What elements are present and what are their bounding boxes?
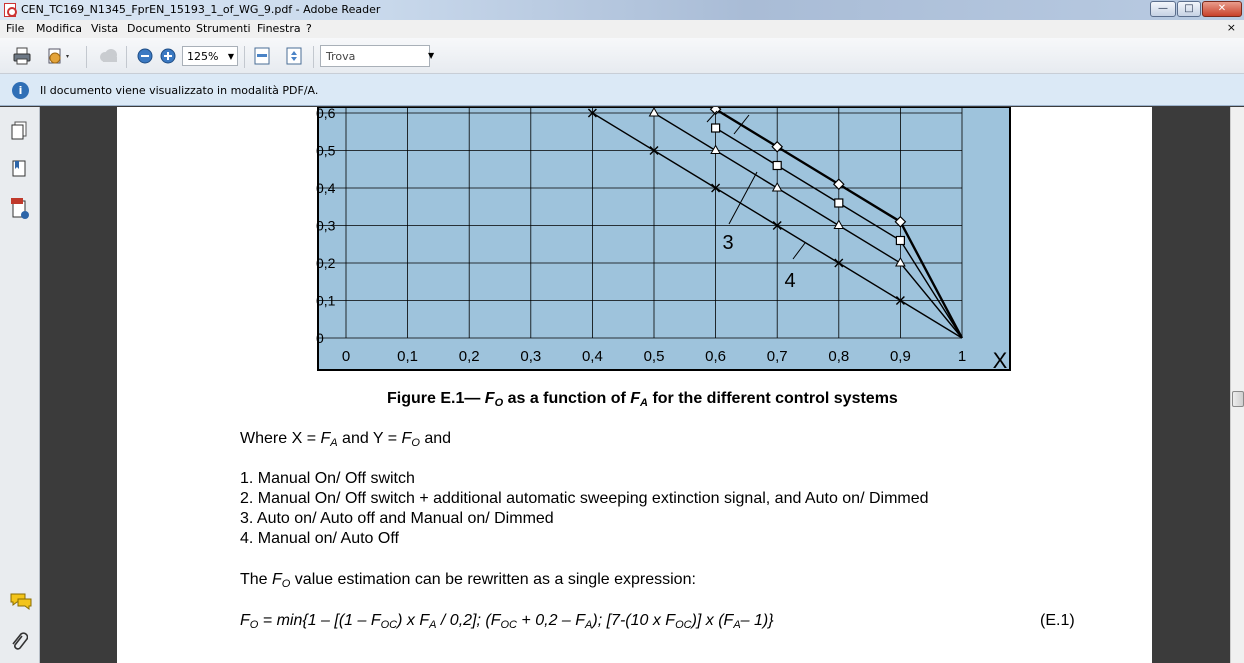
navigation-panel (0, 107, 40, 663)
cloud-icon[interactable] (97, 46, 117, 66)
document-viewport[interactable] (40, 107, 1230, 663)
x-tick-label: 0,6 (705, 348, 727, 365)
chart-figure-e1 (117, 107, 1152, 372)
fit-page-icon[interactable] (253, 46, 273, 66)
equation-number: (E.1) (1040, 612, 1075, 629)
share-icon[interactable] (46, 46, 66, 66)
x-tick-label: 0,1 (397, 348, 419, 365)
fullscreen-icon[interactable] (285, 46, 305, 66)
document-close-icon[interactable]: × (1226, 21, 1236, 34)
menu-strumenti[interactable]: Strumenti (196, 22, 251, 35)
x-tick-label: 0,4 (581, 348, 603, 365)
plot-area (318, 107, 1010, 370)
y-tick-label: 0,4 (316, 180, 336, 196)
data-point-series-2 (773, 162, 781, 170)
scrollbar-thumb[interactable] (1232, 391, 1244, 407)
data-point-series-2 (896, 237, 904, 245)
y-tick-label: 0,3 (316, 217, 336, 234)
window-title: CEN_TC169_N1345_FprEN_15193_1_of_WG_9.pdf - Adobe Reader (21, 3, 381, 16)
vertical-scrollbar[interactable] (1230, 107, 1244, 663)
estimation-sentence: The $F_O$ value estimation can be rewritten as a single expression: (240, 571, 696, 590)
y-tick-label: 0,1 (316, 292, 336, 309)
y-tick-label: 0,5 (316, 142, 336, 159)
x-tick-label: 0,9 (889, 348, 911, 365)
data-point-series-2 (712, 124, 720, 132)
pages-icon[interactable] (10, 121, 28, 141)
y-tick-label: 0,6 (316, 107, 336, 121)
close-button[interactable]: ✕ (1202, 1, 1242, 17)
maximize-button[interactable]: □ (1177, 1, 1201, 17)
zoom-select[interactable] (182, 46, 238, 66)
x-tick-label: 0,8 (828, 348, 850, 365)
menu-modifica[interactable]: Modifica (36, 22, 82, 35)
x-tick-label: 1 (957, 348, 967, 365)
chevron-down-icon: ▼ (227, 52, 234, 61)
zoom-value: 125% (187, 50, 219, 63)
menu-bar (0, 20, 1244, 38)
menu-finestra[interactable]: Finestra (257, 22, 301, 35)
annotation-label-4: 4 (784, 270, 796, 292)
x-tick-label: 0,7 (766, 348, 788, 365)
list-item: 1. Manual On/ Off switch (240, 470, 415, 487)
annotation-label-3: 3 (722, 232, 734, 254)
find-placeholder: Trova (326, 50, 356, 63)
list-item: 3. Auto on/ Auto off and Manual on/ Dimmed (240, 510, 554, 527)
print-icon[interactable] (12, 46, 32, 66)
data-point-series-2 (835, 199, 843, 207)
title-bar (0, 0, 1244, 20)
pdfa-info-bar (0, 74, 1244, 106)
figure-caption: Figure E.1— $F_O$ as a function of $F_A$ for the different control systems (387, 390, 898, 409)
zoom-out-icon[interactable] (136, 46, 156, 66)
paperclip-icon[interactable] (10, 631, 28, 651)
bookmarks-icon[interactable] (10, 159, 28, 179)
zoom-in-icon[interactable] (159, 46, 179, 66)
adobe-reader-icon (4, 3, 16, 17)
list-item: 4. Manual on/ Auto Off (240, 530, 399, 547)
x-tick-label: 0,5 (643, 348, 665, 365)
y-tick-label: 0 (316, 330, 324, 346)
menu-file[interactable]: File (6, 22, 25, 35)
pdf-attachments-icon[interactable] (10, 197, 28, 217)
find-options-chevron-icon[interactable]: ▼ (428, 51, 435, 60)
menu-vista[interactable]: Vista (91, 22, 119, 35)
info-icon: i (12, 82, 29, 99)
x-tick-label: 0,3 (520, 348, 542, 365)
menu-help[interactable]: ? (306, 22, 312, 35)
where-definition: Where $X = F_A$ and $Y = F_O$ and (240, 430, 452, 449)
pdf-page (117, 107, 1152, 663)
pdfa-message: Il documento viene visualizzato in modalità PDF/A. (40, 84, 319, 97)
list-item: 2. Manual On/ Off switch + additional automatic sweeping extinction signal, and Auto on/ Dimmed (240, 490, 929, 507)
menu-documento[interactable]: Documento (127, 22, 191, 35)
x-tick-label: 0 (341, 348, 351, 365)
comments-icon[interactable] (10, 591, 28, 611)
y-tick-label: 0,2 (316, 255, 336, 271)
formula-e1: $F_O = \min\{1 - [(1 - F_{OC})$ x $F_A / 0,2$]; $(F_{OC} + 0,2 - F_A)$; [7-(10 x $F_{OC}$)] x ($F_A-$ 1)} (240, 612, 774, 631)
toolbar (0, 38, 1244, 74)
minimize-button[interactable]: — (1150, 1, 1176, 17)
x-tick-label: 0,2 (458, 348, 480, 365)
x-axis-label: X (992, 348, 1008, 372)
find-input[interactable] (320, 45, 430, 67)
